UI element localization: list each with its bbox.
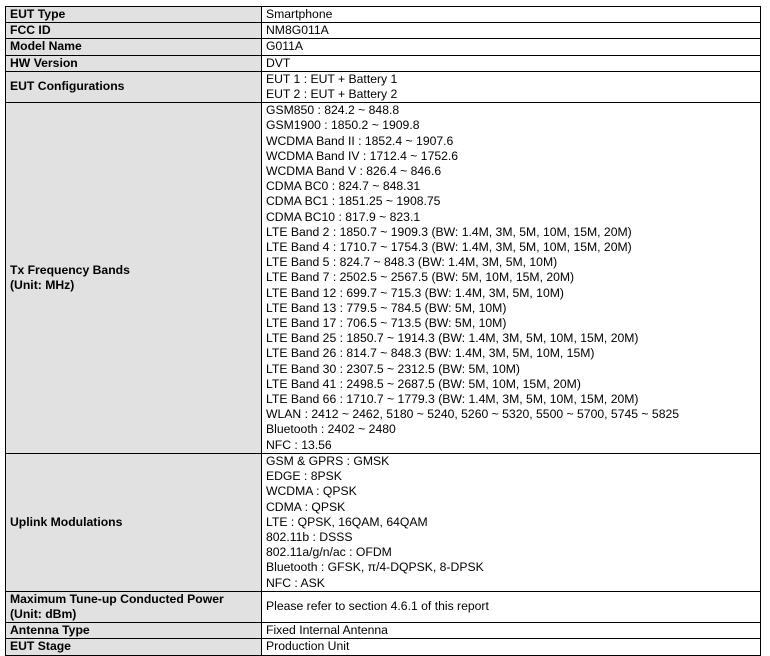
list-item: LTE Band 12 : 699.7 ~ 715.3 (BW: 1.4M, 3M, 5M, 10M) (266, 285, 564, 300)
table-row-eut-configurations (6, 71, 761, 102)
spec-sheet (5, 6, 761, 656)
row-label-fcc-id: FCC ID (6, 23, 262, 39)
table-row-maximum-tune-up-power (6, 591, 761, 622)
row-label-eut-configurations: EUT Configurations (6, 71, 262, 102)
table-row-antenna-type (6, 623, 761, 639)
table-row-hw-version (6, 55, 761, 71)
row-value-maximum-tune-up-power: Please refer to section 4.6.1 of this report (262, 591, 761, 622)
row-value-antenna-type: Fixed Internal Antenna (262, 623, 761, 639)
list-item: WCDMA Band II : 1852.4 ~ 1907.6 (266, 133, 454, 148)
list-item: GSM1900 : 1850.2 ~ 1909.8 (266, 118, 420, 133)
list-item: LTE Band 26 : 814.7 ~ 848.3 (BW: 1.4M, 3M, 5M, 10M, 15M) (266, 346, 595, 361)
row-value-eut-type: Smartphone (262, 7, 761, 23)
row-value-eut-stage: Production Unit (262, 639, 761, 655)
list-item: WLAN : 2412 ~ 2462, 5180 ~ 5240, 5260 ~ 5320, 5500 ~ 5700, 5745 ~ 5825 (266, 407, 680, 422)
table-row-eut-type (6, 7, 761, 23)
eut-spec-table (5, 6, 761, 656)
list-item: CDMA BC1 : 1851.25 ~ 1908.75 (266, 194, 441, 209)
table-row-tx-frequency-bands (6, 103, 761, 454)
list-item: EUT 2 : EUT + Battery 2 (266, 87, 398, 102)
list-item: GSM & GPRS : GMSK (266, 453, 390, 468)
row-label-eut-stage: EUT Stage (6, 639, 262, 655)
list-item: WCDMA Band V : 826.4 ~ 846.6 (266, 164, 442, 179)
list-item: LTE Band 7 : 2502.5 ~ 2567.5 (BW: 5M, 10M, 15M, 20M) (266, 270, 575, 285)
row-value-uplink-modulations (262, 453, 761, 591)
list-item: LTE Band 17 : 706.5 ~ 713.5 (BW: 5M, 10M) (266, 316, 507, 331)
list-item: Bluetooth : 2402 ~ 2480 (266, 422, 396, 437)
row-value-fcc-id: NM8G011A (262, 23, 761, 39)
list-item: Bluetooth : GFSK, π/4-DQPSK, 8-DPSK (266, 560, 484, 575)
list-item: CDMA BC10 : 817.9 ~ 823.1 (266, 209, 421, 224)
list-item: GSM850 : 824.2 ~ 848.8 (266, 103, 400, 118)
row-value-model-name: G011A (262, 39, 761, 55)
list-item: LTE Band 66 : 1710.7 ~ 1779.3 (BW: 1.4M, 3M, 5M, 10M, 15M, 20M) (266, 392, 639, 407)
list-item: LTE Band 30 : 2307.5 ~ 2312.5 (BW: 5M, 10M) (266, 361, 520, 376)
list-item: LTE Band 5 : 824.7 ~ 848.3 (BW: 1.4M, 3M, 5M, 10M) (266, 255, 558, 270)
row-label-tx-frequency-bands: Tx Frequency Bands (Unit: MHz) (6, 103, 262, 454)
list-item: CDMA BC0 : 824.7 ~ 848.31 (266, 179, 421, 194)
table-row-fcc-id (6, 23, 761, 39)
list-item: LTE Band 41 : 2498.5 ~ 2687.5 (BW: 5M, 10M, 15M, 20M) (266, 376, 581, 391)
list-item: LTE Band 4 : 1710.7 ~ 1754.3 (BW: 1.4M, 3M, 5M, 10M, 15M, 20M) (266, 240, 632, 255)
row-label-hw-version: HW Version (6, 55, 262, 71)
row-label-antenna-type: Antenna Type (6, 623, 262, 639)
table-row-model-name (6, 39, 761, 55)
list-item: WCDMA Band IV : 1712.4 ~ 1752.6 (266, 148, 459, 163)
list-item: EUT 1 : EUT + Battery 1 (266, 71, 398, 86)
row-value-hw-version: DVT (262, 55, 761, 71)
list-item: LTE Band 25 : 1850.7 ~ 1914.3 (BW: 1.4M, 3M, 5M, 10M, 15M, 20M) (266, 331, 639, 346)
list-item: LTE Band 13 : 779.5 ~ 784.5 (BW: 5M, 10M) (266, 300, 507, 315)
row-value-eut-configurations (262, 71, 761, 102)
list-item: LTE : QPSK, 16QAM, 64QAM (266, 514, 428, 529)
row-value-tx-frequency-bands (262, 103, 761, 454)
list-item: NFC : 13.56 (266, 437, 332, 452)
row-label-model-name: Model Name (6, 39, 262, 55)
list-item: EDGE : 8PSK (266, 469, 342, 484)
row-label-maximum-tune-up-power: Maximum Tune-up Conducted Power (Unit: dBm) (6, 591, 262, 622)
list-item: 802.11a/g/n/ac : OFDM (266, 545, 392, 560)
list-item: 802.11b : DSSS (266, 529, 353, 544)
row-label-eut-type: EUT Type (6, 7, 262, 23)
row-label-uplink-modulations: Uplink Modulations (6, 453, 262, 591)
table-row-uplink-modulations (6, 453, 761, 591)
list-item: NFC : ASK (266, 575, 325, 590)
list-item: CDMA : QPSK (266, 499, 346, 514)
list-item: WCDMA : QPSK (266, 484, 357, 499)
list-item: LTE Band 2 : 1850.7 ~ 1909.3 (BW: 1.4M, 3M, 5M, 10M, 15M, 20M) (266, 224, 632, 239)
table-row-eut-stage (6, 639, 761, 655)
